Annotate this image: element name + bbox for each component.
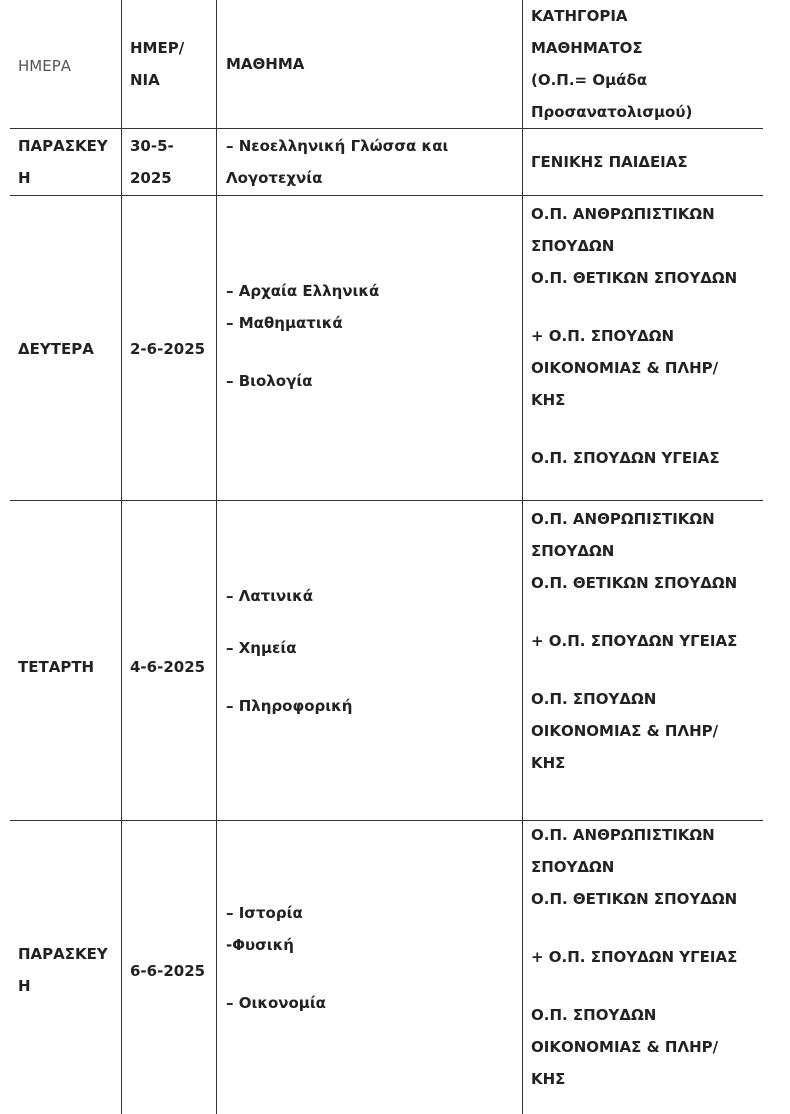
row-divider [10,128,763,129]
row-1-date [130,130,174,194]
category-line: + Ο.Π. ΣΠΟΥΔΩΝ ΥΓΕΙΑΣ [531,632,738,650]
row-day-line: Η [18,977,31,995]
subject-line: – Νεοελληνική Γλώσσα και [226,137,449,155]
spacer [226,612,352,632]
header-subject-text: ΜΑΘΗΜΑ [226,55,305,73]
row-4-day [18,938,108,1002]
header-category [531,0,692,128]
row-day-line: ΠΑΡΑΣΚΕΥ [18,137,108,155]
row-day-line: ΤΕΤΑΡΤΗ [18,658,95,676]
header-category-line: ΜΑΘΗΜΑΤΟΣ [531,39,643,57]
subject-line: – Μαθηματικά [226,314,343,332]
row-4-category [531,819,737,1095]
category-line: Ο.Π. ΘΕΤΙΚΩΝ ΣΠΟΥΔΩΝ [531,574,738,592]
header-date [130,32,184,96]
row-date-line: 4-6-2025 [130,658,206,676]
row-3-date [130,651,205,683]
row-3-subjects [226,580,352,722]
spacer [531,416,737,442]
spacer [531,657,737,683]
row-1-subjects [226,130,448,194]
category-line: Ο.Π. ΘΕΤΙΚΩΝ ΣΠΟΥΔΩΝ [531,269,738,287]
category-line: ΟΙΚΟΝΟΜΙΑΣ & ΠΛΗΡ/ [531,1038,719,1056]
row-divider [10,195,763,196]
spacer [226,664,352,690]
row-date-line: 2-6-2025 [130,340,206,358]
header-category-line: (Ο.Π.= Ομάδα [531,71,648,89]
spacer [531,973,737,999]
subject-line: – Χημεία [226,639,297,657]
subject-line: – Πληροφορική [226,697,353,715]
header-category-line: ΚΑΤΗΓΟΡΙΑ [531,7,628,25]
header-day-text: ΗΜΕΡΑ [18,57,72,75]
row-date-line: 30-5- [130,137,174,155]
category-line: Ο.Π. ΘΕΤΙΚΩΝ ΣΠΟΥΔΩΝ [531,890,738,908]
spacer [531,915,737,941]
row-3-category [531,503,737,779]
category-line: ΚΗΣ [531,391,566,409]
category-line: Ο.Π. ΣΠΟΥΔΩΝ [531,1006,657,1024]
row-day-line: ΠΑΡΑΣΚΕΥ [18,945,108,963]
spacer [531,294,737,320]
row-date-line: 6-6-2025 [130,962,206,980]
row-4-date [130,955,205,987]
subject-line: – Βιολογία [226,372,313,390]
category-line: Ο.Π. ΑΝΘΡΩΠΙΣΤΙΚΩΝ [531,826,715,844]
header-date-line: ΗΜΕΡ/ [130,39,185,57]
row-date-line: 2025 [130,169,172,187]
subject-line: – Λατινικά [226,587,314,605]
category-line: Ο.Π. ΑΝΘΡΩΠΙΣΤΙΚΩΝ [531,510,715,528]
row-2-category [531,198,737,474]
subject-line: – Αρχαία Ελληνικά [226,282,380,300]
category-line: ΚΗΣ [531,754,566,772]
row-day-line: ΔΕΥΤΕΡΑ [18,340,94,358]
spacer [531,599,737,625]
header-date-line: ΝΙΑ [130,71,160,89]
subject-line: – Ιστορία [226,904,303,922]
row-1-day [18,130,108,194]
category-line: ΣΠΟΥΔΩΝ [531,542,615,560]
category-line: Ο.Π. ΑΝΘΡΩΠΙΣΤΙΚΩΝ [531,205,715,223]
row-day-line: Η [18,169,31,187]
row-2-day [18,333,94,365]
row-divider [10,500,763,501]
category-line: Ο.Π. ΣΠΟΥΔΩΝ [531,690,657,708]
category-line: ΓΕΝΙΚΗΣ ΠΑΙΔΕΙΑΣ [531,153,688,171]
subject-line: -Φυσική [226,936,294,954]
header-subject [226,48,304,80]
category-line: Ο.Π. ΣΠΟΥΔΩΝ ΥΓΕΙΑΣ [531,449,720,467]
row-2-date [130,333,205,365]
row-4-subjects [226,897,326,1019]
row-2-subjects [226,275,379,397]
subject-line: – Οικονομία [226,994,326,1012]
column-divider [121,0,122,1114]
category-line: ΟΙΚΟΝΟΜΙΑΣ & ΠΛΗΡ/ [531,722,719,740]
category-line: + Ο.Π. ΣΠΟΥΔΩΝ ΥΓΕΙΑΣ [531,948,738,966]
row-1-category [531,146,688,178]
category-line: + Ο.Π. ΣΠΟΥΔΩΝ [531,327,675,345]
column-divider [522,0,523,1114]
spacer [226,339,379,365]
category-line: ΟΙΚΟΝΟΜΙΑΣ & ΠΛΗΡ/ [531,359,719,377]
header-day [18,50,71,82]
header-category-line: Προσανατολισμού) [531,103,693,121]
column-divider [216,0,217,1114]
category-line: ΣΠΟΥΔΩΝ [531,858,615,876]
row-3-day [18,651,94,683]
category-line: ΚΗΣ [531,1070,566,1088]
spacer [226,961,326,987]
subject-line: Λογοτεχνία [226,169,323,187]
category-line: ΣΠΟΥΔΩΝ [531,237,615,255]
